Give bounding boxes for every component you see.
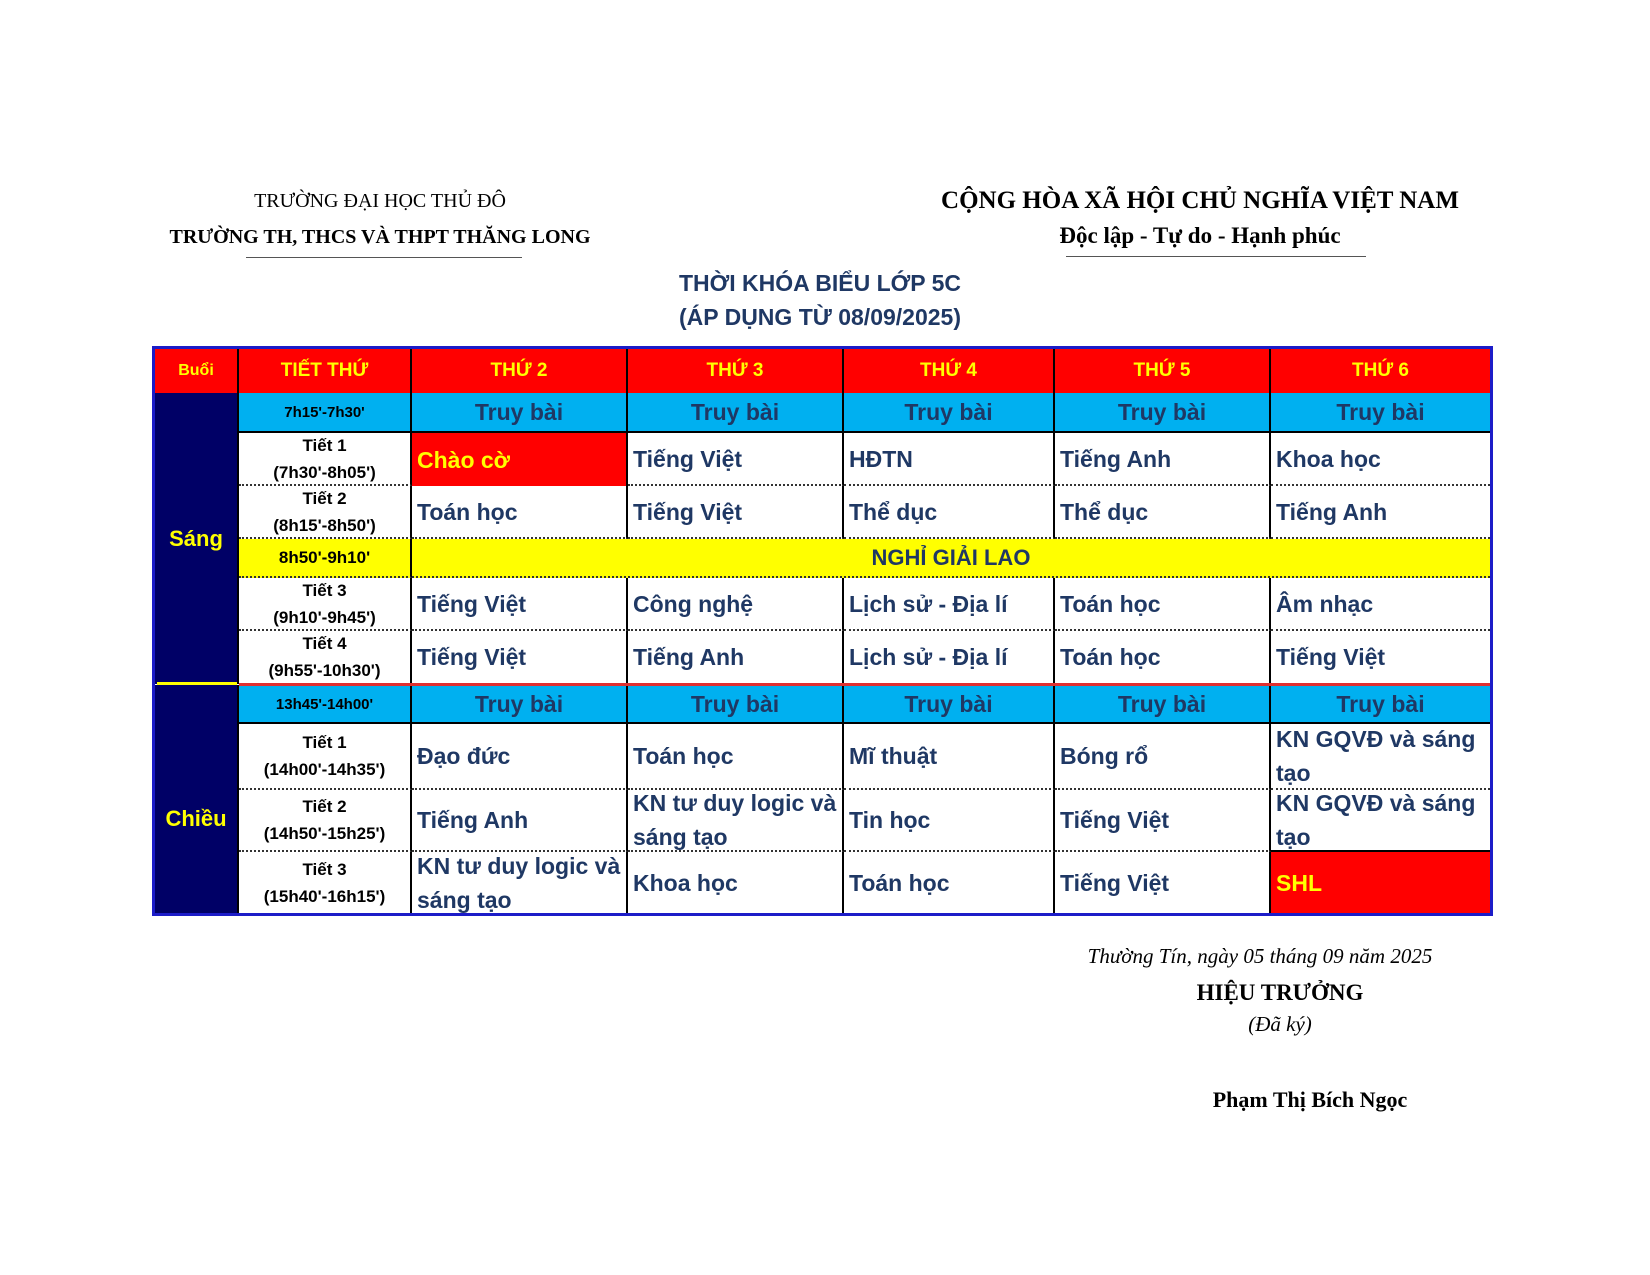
morning-truybai-time: 7h15'-7h30': [239, 393, 412, 433]
afternoon-p1-thu3: Toán học: [628, 724, 844, 790]
afternoon-truybai-time: 13h45'-14h00': [239, 686, 412, 724]
afternoon-p3-thu3: Khoa học: [628, 852, 844, 913]
morning-p1-thu4: HĐTN: [844, 433, 1055, 486]
morning-p4-thu2: Tiếng Việt: [412, 631, 628, 683]
afternoon-p2-thu6: KN GQVĐ và sáng tạo: [1271, 790, 1490, 852]
morning-p2-thu6: Tiếng Anh: [1271, 486, 1490, 539]
morning-p1-thu6: Khoa học: [1271, 433, 1490, 486]
morning-period-4: [239, 631, 412, 683]
period-time: (8h15'-8h50'): [273, 515, 376, 535]
morning-p2-thu5: Thể dục: [1055, 486, 1271, 539]
header-thu-2: THỨ 2: [412, 349, 628, 393]
afternoon-period-2: [239, 790, 412, 852]
morning-p1-thu3: Tiếng Việt: [628, 433, 844, 486]
afternoon-p3-thu4: Toán học: [844, 852, 1055, 913]
period-label: Tiết 1: [302, 435, 347, 455]
afternoon-truybai-thu3: Truy bài: [628, 686, 844, 724]
morning-p4-thu5: Toán học: [1055, 631, 1271, 683]
afternoon-p1-thu5: Bóng rổ: [1055, 724, 1271, 790]
header-thu-4: THỨ 4: [844, 349, 1055, 393]
morning-p2-thu3: Tiếng Việt: [628, 486, 844, 539]
principal-title: HIỆU TRƯỞNG: [1196, 980, 1364, 1005]
period-time: (9h10'-9h45'): [273, 607, 376, 627]
afternoon-p2-thu5: Tiếng Việt: [1055, 790, 1271, 852]
afternoon-truybai-thu2: Truy bài: [412, 686, 628, 724]
morning-p3-thu5: Toán học: [1055, 578, 1271, 631]
afternoon-p2-thu3: KN tư duy logic và sáng tạo: [628, 790, 844, 852]
page-title: THỜI KHÓA BIỂU LỚP 5C: [678, 270, 962, 296]
morning-p3-thu2: Tiếng Việt: [412, 578, 628, 631]
break-label: NGHỈ GIẢI LAO: [412, 539, 1490, 578]
header-tiet-thu: TIẾT THỨ: [239, 349, 412, 393]
afternoon-p1-thu4: Mĩ thuật: [844, 724, 1055, 790]
signed-note: (Đã ký): [1248, 1012, 1312, 1036]
session-morning: Sáng: [155, 393, 239, 684]
morning-truybai-thu6: Truy bài: [1271, 393, 1490, 433]
afternoon-p2-thu4: Tin học: [844, 790, 1055, 852]
university-name: TRƯỜNG ĐẠI HỌC THỦ ĐÔ: [254, 190, 506, 212]
morning-p4-thu3: Tiếng Anh: [628, 631, 844, 683]
afternoon-period-1: [239, 724, 412, 790]
place-date: Thường Tín, ngày 05 tháng 09 năm 2025: [1087, 944, 1433, 968]
morning-truybai-thu2: Truy bài: [412, 393, 628, 433]
school-name: TRƯỜNG TH, THCS VÀ THPT THĂNG LONG: [169, 226, 591, 248]
page-subtitle: (ÁP DỤNG TỪ 08/09/2025): [679, 304, 961, 330]
timetable: [152, 346, 1493, 916]
header-thu-5: THỨ 5: [1055, 349, 1271, 393]
morning-p3-thu6: Âm nhạc: [1271, 578, 1490, 631]
morning-truybai-thu5: Truy bài: [1055, 393, 1271, 433]
morning-p3-thu4: Lịch sử - Địa lí: [844, 578, 1055, 631]
session-afternoon-top: [155, 685, 239, 724]
morning-period-1: [239, 433, 412, 486]
school-name-underline: [246, 257, 522, 258]
afternoon-p1-thu2: Đạo đức: [412, 724, 628, 790]
morning-p4-thu4: Lịch sử - Địa lí: [844, 631, 1055, 683]
morning-p4-thu6: Tiếng Việt: [1271, 631, 1490, 683]
afternoon-truybai-thu4: Truy bài: [844, 686, 1055, 724]
header-thu-6: THỨ 6: [1271, 349, 1490, 393]
header-buoi: Buổi: [155, 349, 239, 393]
period-label: Tiết 2: [302, 797, 347, 816]
national-title: CỘNG HÒA XÃ HỘI CHỦ NGHĨA VIỆT NAM: [941, 187, 1459, 214]
morning-truybai-thu4: Truy bài: [844, 393, 1055, 433]
morning-p1-thu5: Tiếng Anh: [1055, 433, 1271, 486]
period-time: (9h55'-10h30'): [268, 661, 381, 680]
period-time: (7h30'-8h05'): [273, 462, 376, 482]
national-motto: Độc lập - Tự do - Hạnh phúc: [1059, 223, 1341, 248]
morning-truybai-thu3: Truy bài: [628, 393, 844, 433]
afternoon-p1-thu6: KN GQVĐ và sáng tạo: [1271, 724, 1490, 790]
morning-period-3: [239, 578, 412, 631]
afternoon-p3-thu2: KN tư duy logic và sáng tạo: [412, 852, 628, 913]
period-label: Tiết 3: [302, 580, 347, 600]
afternoon-p3-thu5: Tiếng Việt: [1055, 852, 1271, 913]
afternoon-p2-thu2: Tiếng Anh: [412, 790, 628, 852]
period-label: Tiết 3: [302, 859, 347, 879]
header-thu-3: THỨ 3: [628, 349, 844, 393]
afternoon-truybai-thu6: Truy bài: [1271, 686, 1490, 724]
afternoon-period-3: [239, 852, 412, 913]
period-time: (15h40'-16h15'): [263, 886, 386, 906]
period-label: Tiết 2: [302, 488, 347, 508]
morning-p2-thu4: Thể dục: [844, 486, 1055, 539]
break-time: 8h50'-9h10': [239, 539, 412, 578]
session-afternoon: Chiều: [155, 724, 239, 913]
period-label: Tiết 1: [302, 733, 347, 752]
motto-underline: [1066, 256, 1366, 257]
morning-period-2: [239, 486, 412, 539]
period-time: (14h00'-14h35'): [263, 760, 386, 779]
morning-p1-thu2: Chào cờ: [412, 433, 628, 486]
period-time: (14h50'-15h25'): [263, 824, 386, 843]
afternoon-truybai-thu5: Truy bài: [1055, 686, 1271, 724]
morning-p3-thu3: Công nghệ: [628, 578, 844, 631]
principal-name: Phạm Thị Bích Ngọc: [1212, 1087, 1408, 1112]
afternoon-p3-thu6: SHL: [1271, 852, 1490, 913]
morning-p2-thu2: Toán học: [412, 486, 628, 539]
period-label: Tiết 4: [302, 634, 347, 653]
